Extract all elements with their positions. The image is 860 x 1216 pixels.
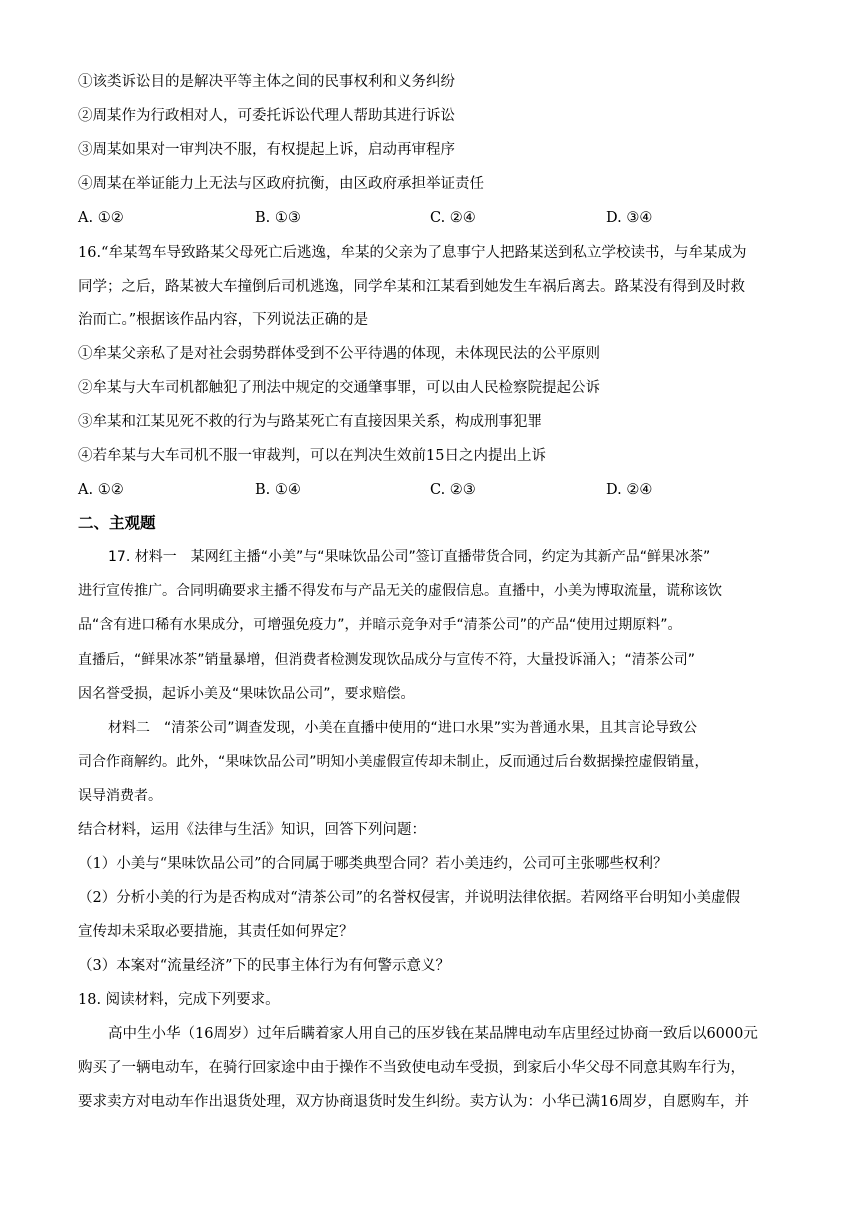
- q17-material1-line-5: 因名誉受损，起诉小美及“果味饮品公司”，要求赔偿。: [78, 686, 415, 702]
- q16-stem-line-1: 16.“牟某驾车导致路某父母死亡后逃逸，牟某的父亲为了息事宁人把路某送到私立学校读书，与牟某成为: [78, 245, 747, 261]
- q16-option-d: D. ②④: [606, 482, 653, 498]
- q15-statement-4: ④周某在举证能力上无法与区政府抗衡，由区政府承担举证责任: [78, 176, 484, 192]
- q15-statement-2: ②周某作为行政相对人，可委托诉讼代理人帮助其进行诉讼: [78, 108, 455, 124]
- q16-option-c: C. ②③: [430, 482, 476, 498]
- q18-body-line-2: 购买了一辆电动车，在骑行回家途中由于操作不当致使电动车受损，到家后小华父母不同意其购车行为，: [78, 1060, 745, 1076]
- section-heading: 二、主观题: [78, 514, 156, 532]
- q16-statement-1: ①牟某父亲私了是对社会弱势群体受到不公平待遇的体现，未体现民法的公平原则: [78, 346, 600, 362]
- q17-material1-line-2: 进行宣传推广。合同明确要求主播不得发布与产品无关的虚假信息。直播中，小美为博取流量，谎称该饮: [78, 583, 722, 599]
- q16-stem-line-2: 同学；之后，路某被大车撞倒后司机逃逸，同学牟某和江某看到她发生车祸后离去。路某没有得到及时救: [78, 279, 745, 295]
- q16-statement-4: ④若牟某与大车司机不服一审裁判，可以在判决生效前15日之内提出上诉: [78, 448, 546, 464]
- q16-stem-line-3: 治而亡。”根据该作品内容，下列说法正确的是: [78, 312, 369, 328]
- q16-option-b: B. ①④: [255, 482, 301, 498]
- q16-statement-2: ②牟某与大车司机都触犯了刑法中规定的交通肇事罪，可以由人民检察院提起公诉: [78, 380, 600, 396]
- q17-material1-line-1: 17. 材料一 某网红主播“小美”与“果味饮品公司”签订直播带货合同，约定为其新产品“鲜果冰茶”: [108, 549, 711, 565]
- q17-prompt: 结合材料，运用《法律与生活》知识，回答下列问题：: [78, 822, 426, 838]
- q17-question-2: （2）分析小美的行为是否构成对“清茶公司”的名誉权侵害，并说明法律依据。若网络平台明知小美虚假: [78, 890, 741, 906]
- q16-option-a: A. ①②: [78, 482, 124, 498]
- q17-material2-line-2: 司合作商解约。此外，“果味饮品公司”明知小美虚假宣传却未制止，反而通过后台数据操控虚假销量，: [78, 754, 709, 770]
- q18-stem: 18. 阅读材料，完成下列要求。: [78, 992, 280, 1008]
- q15-statement-1: ①该类诉讼目的是解决平等主体之间的民事权利和义务纠纷: [78, 74, 455, 90]
- q15-option-b: B. ①③: [255, 210, 301, 226]
- q17-question-3: （3）本案对“流量经济”下的民事主体行为有何警示意义？: [78, 958, 451, 974]
- q17-material1-line-4: 直播后，“鲜果冰茶”销量暴增，但消费者检测发现饮品成分与宣传不符，大量投诉涌入；“清茶公司”: [78, 652, 696, 668]
- q15-option-d: D. ③④: [606, 210, 653, 226]
- q17-question-2-cont: 宣传却未采取必要措施，其责任如何界定？: [78, 924, 354, 940]
- q17-material2-line-1: 材料二 “清茶公司”调查发现，小美在直播中使用的“进口水果”实为普通水果，且其言论导致公: [108, 720, 698, 736]
- q18-body-line-1: 高中生小华（16周岁）过年后瞒着家人用自己的压岁钱在某品牌电动车店里经过协商一致后以6000元: [108, 1026, 758, 1042]
- q18-body-line-3: 要求卖方对电动车作出退货处理，双方协商退货时发生纠纷。卖方认为：小华已满16周岁，自愿购车，并: [78, 1094, 749, 1110]
- q15-option-a: A. ①②: [78, 210, 124, 226]
- q15-option-c: C. ②④: [430, 210, 476, 226]
- q15-statement-3: ③周某如果对一审判决不服，有权提起上诉，启动再审程序: [78, 142, 455, 158]
- q17-material1-line-3: 品“含有进口稀有水果成分，可增强免疫力”，并暗示竞争对手“清茶公司”的产品“使用过期原料”。: [78, 617, 682, 633]
- q17-question-1: （1）小美与“果味饮品公司”的合同属于哪类典型合同？若小美违约，公司可主张哪些权利？: [78, 856, 668, 872]
- q17-material2-line-3: 误导消费者。: [78, 788, 162, 804]
- q16-statement-3: ③牟某和江某见死不救的行为与路某死亡有直接因果关系，构成刑事犯罪: [78, 414, 542, 430]
